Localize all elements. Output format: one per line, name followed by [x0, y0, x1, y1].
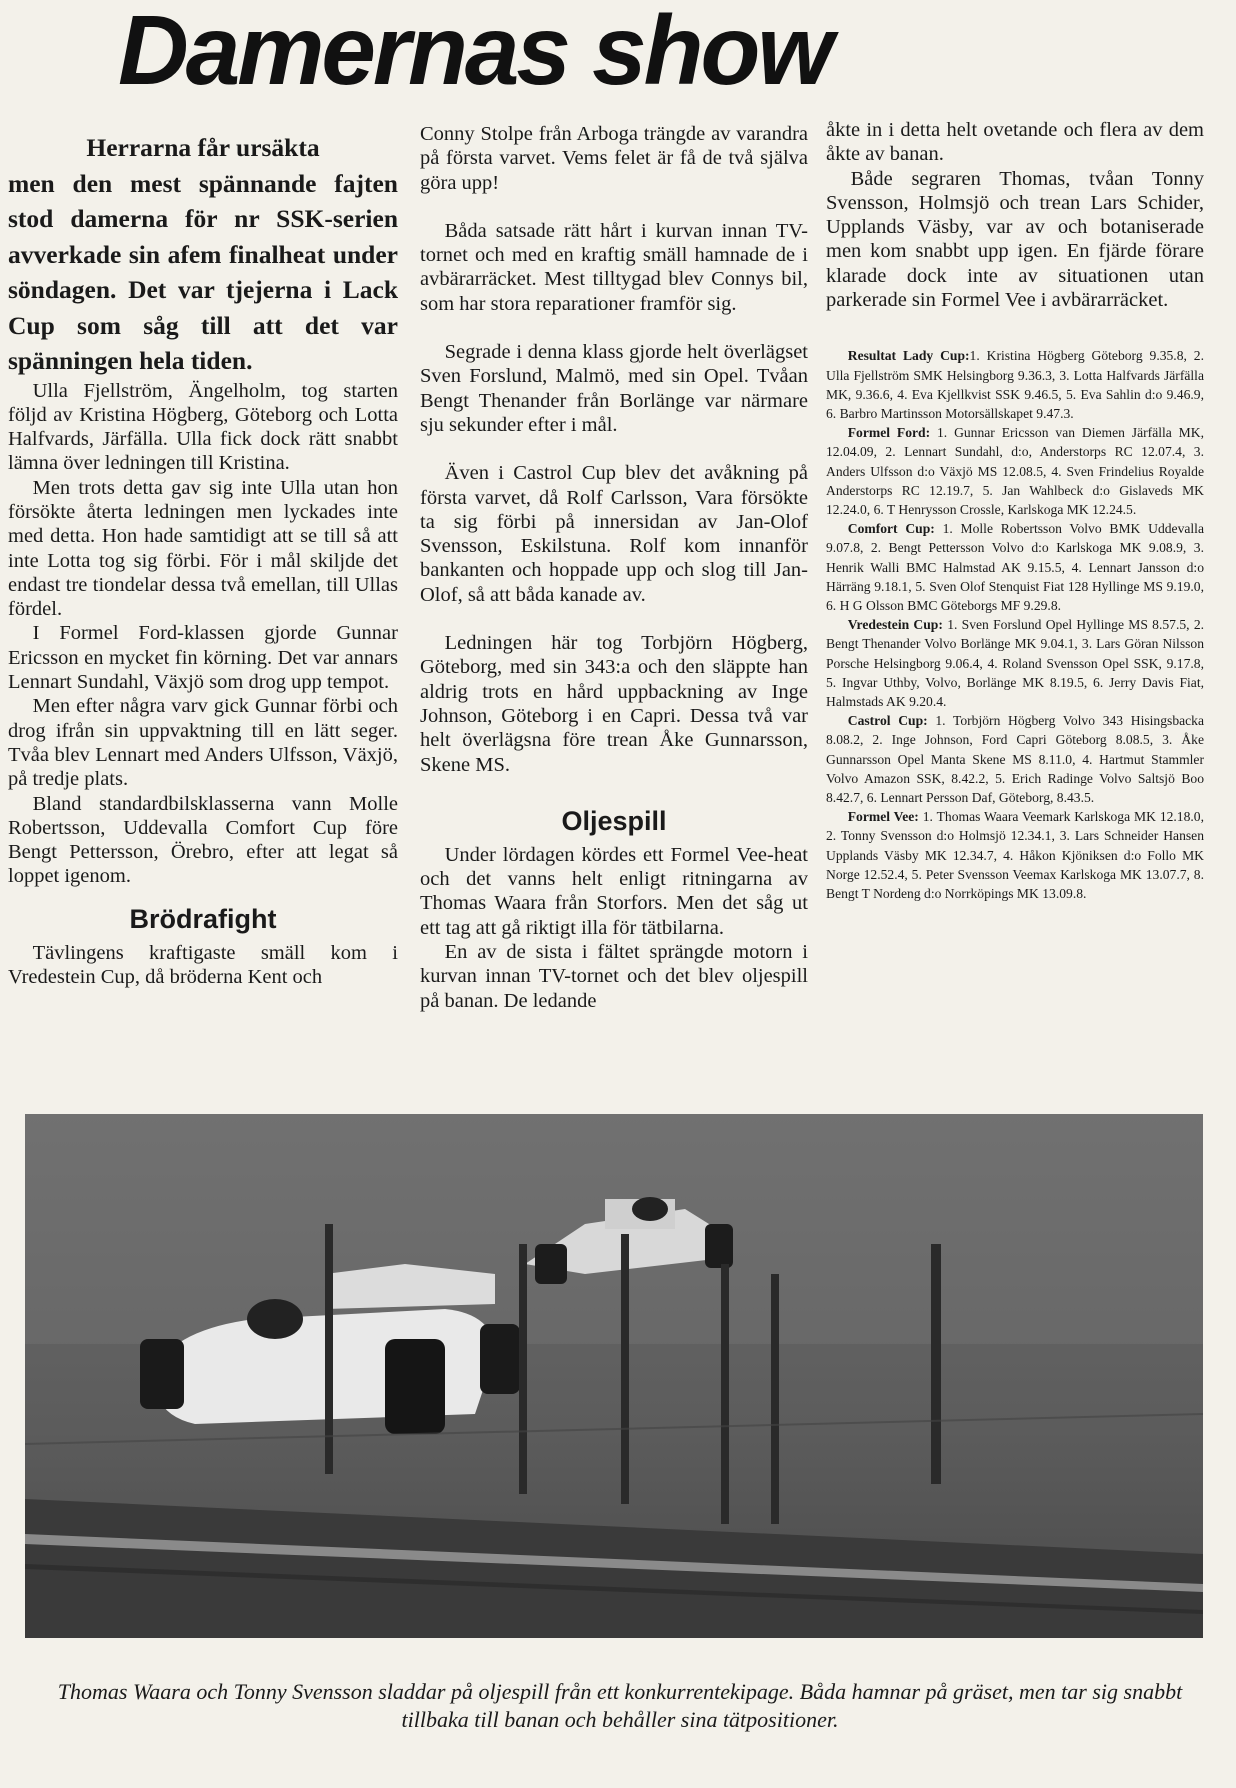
result-entry	[826, 615, 1204, 711]
race-photo	[25, 1114, 1203, 1638]
body-paragraph: Båda satsade rätt hårt i kurvan innan TV-tornet och med en kraftig smäll hamnade de i avbärarräcket. Mest tilltygad blev Connys bil, som har stora reparationer framför sig.	[420, 219, 808, 315]
race-photo-image	[25, 1114, 1203, 1638]
result-label: Formel Ford:	[847, 425, 931, 441]
subheading-oljespill: Oljespill	[561, 805, 667, 836]
result-label: Formel Vee:	[847, 809, 919, 825]
result-entry	[826, 519, 1204, 615]
body-paragraph: En av de sista i fältet sprängde motorn i kurvan innan TV-tornet och det blev oljespill på banan. De ledande	[420, 941, 808, 1012]
body-paragraph: Men efter några varv gick Gunnar förbi och drog ifrån sin uppvaktning till en lätt seger. Tvåa blev Lennart med Anders Ulfsson, Växjö, på tredje plats.	[8, 695, 398, 791]
result-entry	[826, 423, 1204, 519]
result-text: 1. Molle Robertsson Volvo BMK Uddevalla 9.07.8, 2. Bengt Pettersson Volvo d:o Karlskoga MK 9.08.9, 3. Henrik Walli BMC Halmstad AK 9.15.5, 4. Lennart Jansson d:o Härräng 9.18.1, 5. Sven Olof Stenquist Fiat 128 Hyllinge MS 9.19.0, 6. H G Olsson BMC Göteborgs MF 9.29.8.	[826, 521, 1204, 614]
body-paragraph: Både segraren Thomas, tvåan Tonny Svensson, Holmsjö och trean Lars Schider, Upplands Väsby, var av och botaniserade men kom snabbt upp igen. En fjärde förare klarade dock inte av situationen utan parkerade sin Formel Vee i avbärarräcket.	[826, 167, 1204, 312]
lead-paragraph	[8, 130, 398, 379]
result-text: 1. Sven Forslund Opel Hyllinge MS 8.57.5, 2. Bengt Thenander Volvo Borlänge MK 9.04.1, 3. Lars Göran Nilsson Porsche Helsingborg 9.06.4, 4. Roland Svensson Opel SSK, 9.17.8, 5. Ingvar Uthby, Volvo, Borlänge MK 8.19.5, 6. Jerry Davis Fiat, Halmstads AK 9.20.4.	[826, 617, 1205, 710]
results-list	[826, 346, 1204, 903]
column-2	[420, 122, 808, 1013]
column-1	[8, 130, 398, 989]
result-text: 1. Gunnar Ericsson van Diemen Järfälla MK, 12.04.09, 2. Lennart Sundahl, d:o, Anderstorps RC 12.07.4, 3. Anders Ulfsson d:o Växjö MS 12.08.5, 4. Sven Frindelius Royalde Anderstorps RC 12.19.7, 5. Jan Wahlbeck d:o Gislaveds MK 12.24.0, 6. T Henrysson Crossle, Karlskoga MK 12.24.5.	[826, 425, 1204, 517]
body-paragraph: I Formel Ford-klassen gjorde Gunnar Ericsson en mycket fin körning. Det var annars Lennart Sundahl, Växjö som drog upp tempot.	[8, 622, 398, 694]
result-entry	[826, 346, 1204, 423]
lead-line-1: Herrarna får ursäkta	[86, 133, 320, 162]
body-paragraph: Conny Stolpe från Arboga trängde av varandra på första varvet. Vems felet är få de två själva göra upp!	[420, 123, 808, 194]
result-text: 1. Kristina Högberg Göteborg 9.35.8, 2. Ulla Fjellström SMK Helsingborg 9.36.3, 3. Lotta Halfvards Järfälla MK, 9.36.6, 4. Eva Kjellkvist SSK 9.46.5, 5. Eva Sahlin d:o 9.46.9, 6. Barbro Martinsson Motorsällskapet 9.47.3.	[826, 348, 1204, 421]
result-label: Resultat Lady Cup:	[847, 348, 970, 364]
body-paragraph: åkte in i detta helt ovetande och flera av dem åkte av banan.	[826, 119, 1204, 166]
result-label: Comfort Cup:	[847, 521, 935, 537]
column-3	[826, 118, 1204, 903]
body-paragraph: Bland standardbilsklasserna vann Molle Robertsson, Uddevalla Comfort Cup före Bengt Pettersson, Örebro, efter att legat så loppet igenom.	[8, 792, 398, 888]
body-paragraph: Segrade i denna klass gjorde helt överlägset Sven Forslund, Malmö, med sin Opel. Tvåan Bengt Thenander från Borlänge var närmare sju sekunder efter i mål.	[420, 341, 808, 436]
result-label: Castrol Cup:	[847, 713, 928, 729]
body-paragraph: Ledningen här tog Torbjörn Högberg, Göteborg, med sin 343:a och den släppte han aldrig trots en hård uppbackning av Inge Johnson, Göteborg i en Capri. Dessa två var helt överlägsna före trean Åke Gunnarsson, Skene MS.	[420, 632, 808, 776]
body-paragraph: Under lördagen kördes ett Formel Vee-heat och det vanns helt enligt ritningarna av Thomas Waara från Storfors. Men det såg ut ett tag att gå riktigt illa för tätbilarna.	[420, 843, 808, 939]
result-text: 1. Thomas Waara Veemark Karlskoga MK 12.18.0, 2. Tonny Svensson d:o Holmsjö 12.34.1, 3. Lars Schneider Hansen Upplands Väsby MK 12.34.7, 4. Håkon Kjöniksen d:o Follo MK Norge 12.52.4, 5. Peter Svensson Veemax Karlskoga MK 13.07.7, 8. Bengt T Nordeng d:o Norrköpings MK 13.09.8.	[826, 809, 1204, 902]
subheading-brodrafight: Brödrafight	[129, 903, 277, 934]
headline: Damernas show	[118, 0, 831, 105]
result-entry	[826, 807, 1204, 903]
body-paragraph: Men trots detta gav sig inte Ulla utan hon försökte återta ledningen men lyckades inte med detta. Hon hade samtidigt att se till så att inte Lotta tog sig förbi. För i mål skiljde det endast tre tiondelar dessa två emellan, till Ullas fördel.	[8, 476, 398, 621]
body-paragraph: Ulla Fjellström, Ängelholm, tog starten följd av Kristina Högberg, Göteborg och Lotta Halfvards, Järfälla. Ulla fick dock rätt snabbt lämna över ledningen till Kristina.	[8, 379, 398, 475]
body-paragraph: Även i Castrol Cup blev det avåkning på första varvet, då Rolf Carlsson, Vara försökte ta sig förbi på innersidan av Jan-Olof Svensson, Eskilstuna. Rolf kom innanför bankanten och hoppade upp och slog till Jan-Olof, så att båda kanade av.	[420, 462, 808, 606]
photo-caption: Thomas Waara och Tonny Svensson sladdar på oljespill från ett konkurrentekipage. Båda hamnar på gräset, men tar sig snabbt tillbaka till banan och behåller sina tätpositioner.	[57, 1679, 1183, 1732]
body-paragraph: Tävlingens kraftigaste smäll kom i Vredestein Cup, då bröderna Kent och	[8, 941, 398, 989]
result-label: Vredestein Cup:	[847, 617, 943, 633]
result-text: 1. Torbjörn Högberg Volvo 343 Hisingsbacka 8.08.2, 2. Inge Johnson, Ford Capri Göteborg 8.08.5, 3. Åke Gunnarsson Opel Manta Skene MS 8.11.0, 4. Hartmut Stammler Volvo Amazon SSK, 8.42.2, 5. Erich Radinge Volvo Saltsjö Boo 8.42.7, 6. Lennart Persson Daf, Göteborg, 8.43.5.	[826, 713, 1205, 806]
lead-line-2: men den mest spännande fajten stod damerna för nr SSK-serien avverkade sin afem finalheat under söndagen. Det var tjejerna i Lack Cup som såg till att det var spänningen hela tiden.	[8, 168, 398, 375]
result-entry	[826, 711, 1204, 807]
